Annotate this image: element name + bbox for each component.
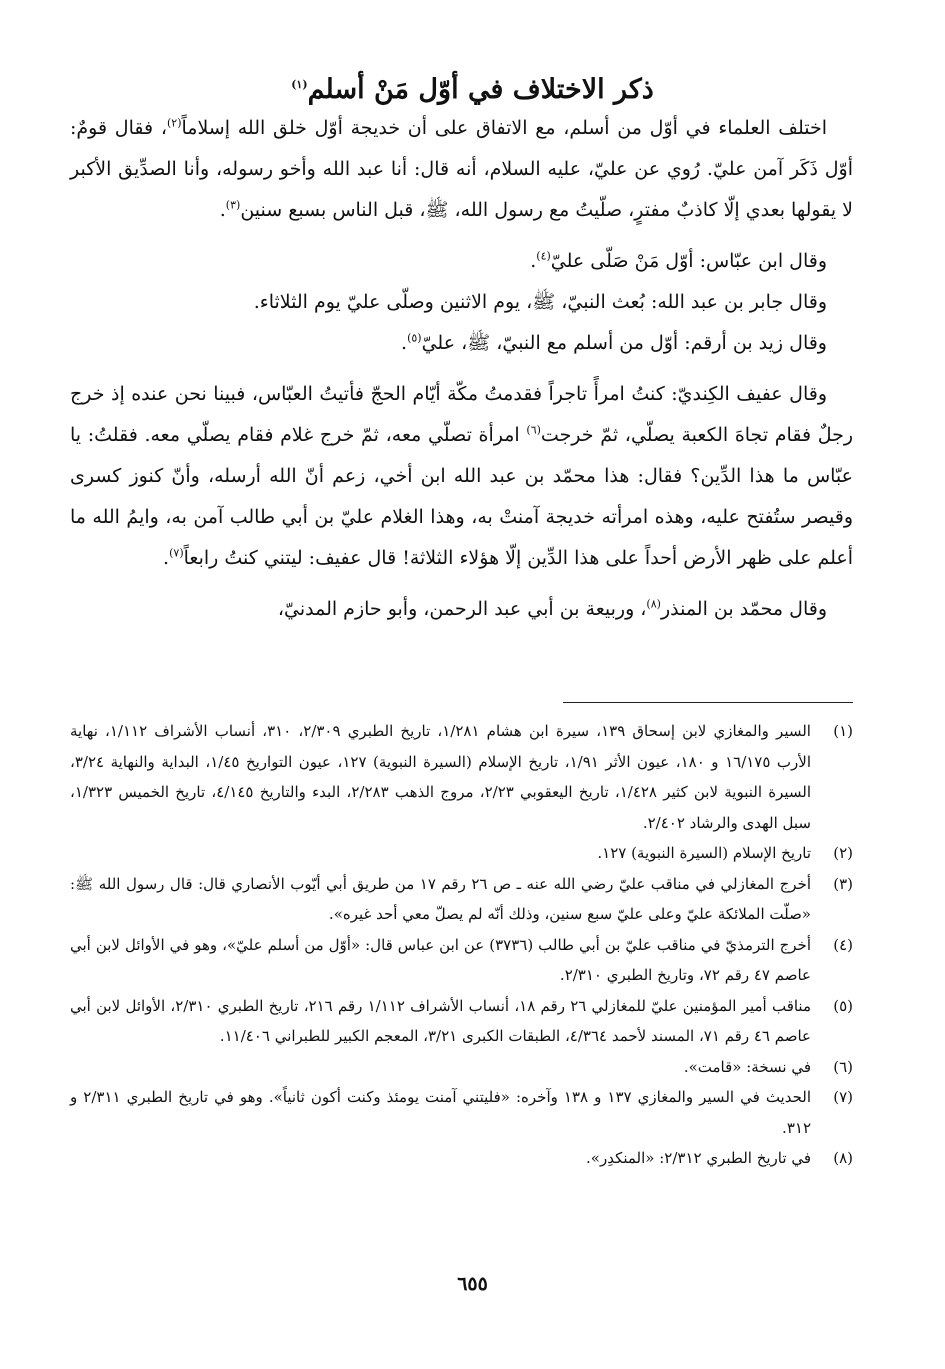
footnote-number: (٦) <box>833 1057 853 1076</box>
paragraph-2-text: وقال ابن عبّاس: أوّل مَنْ صَلّى عليّ <box>550 250 827 272</box>
footnote-text: أخرج المغازلي في مناقب عليّ رضي الله عنه ـ ص ٢٦ رقم ١٧ من طريق أبي أيّوب الأنصاري قال: قال رسول الله ﷺ: «صلّت الملائكة عليّ وعلى عليّ سبع سنين، وذلك أنّه لم يصلّ معي أحد غيره». <box>70 874 811 923</box>
footnote-ref-7: (٧) <box>169 546 184 560</box>
footnote-ref-6: (٦) <box>526 423 541 437</box>
paragraph-5-text-a: وقال عفيف الكِنديّ: كنتُ امرأً تاجراً فقدمتُ مكّة أيّام الحجّ فأتيتُ العبّاس، فبينا نحن عنده إذ خرج رجلٌ فقام تجاهَ الكعبة يصلّي، ثمّ خرجت <box>70 383 854 446</box>
footnote-number: (٤) <box>833 935 853 954</box>
main-text <box>70 108 853 630</box>
footnote-3 <box>70 869 853 930</box>
footnote-number: (٨) <box>833 1149 853 1167</box>
footnote-2 <box>70 838 853 869</box>
paragraph-5: وقال عفيف الكِنديّ: كنتُ امرأً تاجراً فقدمتُ مكّة أيّام الحجّ فأتيتُ العبّاس، فبينا نحن عنده إذ خرج رجلٌ فقام تجاهَ الكعبة يصلّي، ثمّ خرجت$^{(٦)}$ امرأة تصلّي معه، ثمّ خرج غلام فقام يصلّي معه. فقلتُ: يا عبّاس ما هذا الدِّين؟ فقال: هذا محمّد بن عبد الله ابن أخي، زعم أنّ الله أرسله، وأنّ كنوز كسرى وقيصر ستُفتح عليه، وهذه امرأته خديجة آمنتْ به، وهذا الغلام عليّ بن أبي طالب آمن به، وايمُ الله ما أعلم على ظهر الأرض أحداً على هذا الدِّين إلّا هؤلاء الثلاثة! قال عفيف: ليتني كنتُ رابعاً$^{(٧)}$. <box>70 383 854 569</box>
footnote-5 <box>70 991 853 1052</box>
footnote-text: مناقب أمير المؤمنين عليّ للمغازلي ٢٦ رقم ١٨، أنساب الأشراف ١/١١٢ رقم ٢١٦، تاريخ الطبري ٢/٣١٠، الأوائل لابن أبي عاصم ٤٦ رقم ٧١، المسند لأحمد ٤/٣٦٤، الطبقات الكبرى ٣/٢١، المعجم الكبير للطبراني ١١/٤٠٦. <box>70 996 811 1045</box>
footnote-number: (٧) <box>833 1088 853 1106</box>
footnote-text: تاريخ الإسلام (السيرة النبوية) ١٢٧. <box>597 844 811 862</box>
footnote-text: السير والمغازي لابن إسحاق ١٣٩، سيرة ابن هشام ١/٢٨١، تاريخ الطبري ٢/٣٠٩، ٣١٠، أنساب الأشراف ١/١١٢، نهاية الأرب ١٦/١٧٥ و ١٨٠، عيون الأثر ١/٩١، تاريخ الإسلام (السيرة النبوية) ١٢٧، عيون التواريخ ١/٤٥، البداية والنهاية ٣/٢٤، السيرة النبوية لابن كثير ١/٤٢٨، تاريخ اليعقوبي ٢/٢٣، مروج الذهب ٢/٢٨٣، البدء والتاريخ ٤/١٤٥، تاريخ الخميس ١/٣٢٣، سبل الهدى والرشاد ٢/٤٠٢. <box>70 722 812 832</box>
paragraph-4-text: وقال زيد بن أرقم: أوّل من أسلم مع النبيّ، ﷺ، عليّ <box>421 332 827 354</box>
paragraph-6-text-a: وقال محمّد بن المنذر <box>660 598 827 620</box>
paragraph-1: اختلف العلماء في أوّل من أسلم، مع الاتفاق على أن خديجة أوّل خلق الله إسلاماً$^{(٢)}$، فقال قومٌ: أوّل ذَكَر آمن عليّ. رُوي عن عليّ، عليه السلام، أنه قال: أنا عبد الله وأخو رسوله، وأنا الصدِّيق الأكبر لا يقولها بعدي إلّا كاذبٌ مفترٍ، صلّيتُ مع رسول الله، ﷺ، قبل الناس بسبع سنين$^{(٣)}$. <box>70 116 853 221</box>
title-text: ذكر الاختلاف في أوّل مَنْ أسلم <box>307 74 654 106</box>
footnote-4 <box>70 930 853 991</box>
footnote-ref-8: (٨) <box>646 597 661 611</box>
footnote-ref-4: (٤) <box>536 249 551 263</box>
paragraph-6-text-b: ، وربيعة بن أبي عبد الرحمن، وأبو حازم المدنيّ، <box>277 598 647 620</box>
footnote-divider <box>563 702 853 703</box>
footnote-1 <box>70 716 853 838</box>
footnote-text: في تاريخ الطبري ٢/٣١٢: «المنكدِر». <box>586 1149 811 1167</box>
footnote-ref-3: (٣) <box>225 198 241 212</box>
footnote-ref-2: (٢) <box>166 116 182 130</box>
paragraph-3-text: وقال جابر بن عبد الله: بُعث النبيّ، ﷺ، يوم الاثنين وصلّى عليّ يوم الثلاثاء. <box>253 291 827 313</box>
footnote-number: (١) <box>833 722 853 740</box>
footnote-ref-5: (٥) <box>407 331 422 345</box>
footnote-6 <box>70 1052 853 1083</box>
paragraph-4: وقال زيد بن أرقم: أوّل من أسلم مع النبيّ، ﷺ، عليّ$^{(٥)}$. <box>401 331 827 354</box>
footnote-8 <box>70 1143 853 1174</box>
footnote-ref-1: (١) <box>291 78 308 92</box>
section-title <box>60 70 885 110</box>
footnotes <box>70 716 853 1174</box>
footnote-7 <box>70 1082 853 1143</box>
paragraph-1-text-b: ، فقال قومٌ: أوّل ذَكَر آمن عليّ. رُوي عن عليّ، عليه السلام، أنه قال: أنا عبد الله وأخو رسوله، وأنا الصدِّيق الأكبر لا يقولها بعدي إلّا كاذبٌ مفترٍ، صلّيتُ مع رسول الله، ﷺ، قبل الناس بسبع سنين <box>70 117 853 221</box>
paragraph-2: وقال ابن عبّاس: أوّل مَنْ صَلّى عليّ$^{(٤)}$. <box>530 249 827 272</box>
footnote-text: أخرج الترمذيّ في مناقب عليّ بن أبي طالب (٣٧٣٦) عن ابن عباس قال: «أوّل من أسلم عليّ»، وهو في الأوائل لابن أبي عاصم ٤٧ رقم ٧٢، وتاريخ الطبري ٢/٣١٠. <box>70 935 811 984</box>
paragraph-3 <box>70 282 853 323</box>
footnote-text: في نسخة: «قامت». <box>683 1057 811 1076</box>
footnote-text: الحديث في السير والمغازي ١٣٧ و ١٣٨ وآخره: «فليتني آمنت يومئذ وكنت أكون ثانياً». وهو في تاريخ الطبري ٢/٣١١ و ٣١٢. <box>70 1088 812 1137</box>
paragraph-6 <box>70 589 853 630</box>
footnote-number: (٣) <box>833 874 853 893</box>
footnote-number: (٥) <box>833 996 853 1015</box>
paragraph-1-text-a: اختلف العلماء في أوّل من أسلم، مع الاتفاق على أن خديجة أوّل خلق الله إسلاماً <box>181 117 828 139</box>
footnote-number: (٢) <box>833 844 853 862</box>
paragraph-5-text-b: امرأة تصلّي معه، ثمّ خرج غلام فقام يصلّي معه. فقلتُ: يا عبّاس ما هذا الدِّين؟ فقال: هذا محمّد بن عبد الله ابن أخي، زعم أنّ الله أرسله، وأنّ كنوز كسرى وقيصر ستُفتح عليه، وهذه امرأته خديجة آمنتْ به، وهذا الغلام عليّ بن أبي طالب آمن به، وايمُ الله ما أعلم على ظهر الأرض أحداً على هذا الدِّين إلّا هؤلاء الثلاثة! قال عفيف: ليتني كنتُ رابعاً <box>70 424 853 569</box>
page-number: ٦٥٥ <box>457 1273 488 1295</box>
